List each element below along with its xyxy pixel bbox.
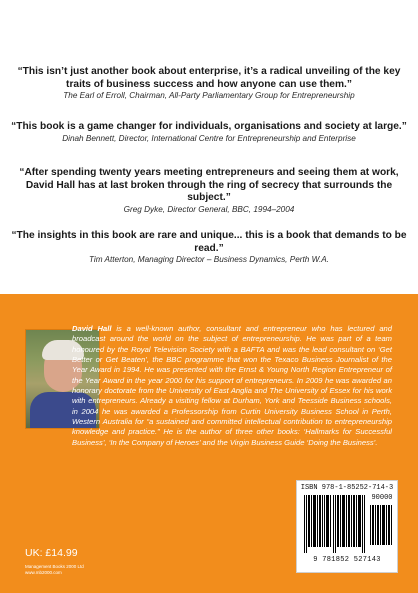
quote-text: “This isn’t just another book about enterprise, it’s a radical unveiling of the key traits of business success and how anyone can use them.” [17,66,401,90]
endorsement-quote [10,121,408,144]
price-label: UK: £14.99 [25,547,78,559]
author-name: David Hall [72,324,112,333]
isbn-barcode [296,480,398,573]
quote-text: “After spending twenty years meeting entrepreneurs and seeing them at work, David Hall has at last broken through the ring of secrecy that surrounds the subject.” [19,167,399,203]
quote-text: “The insights in this book are rare and unique... this is a book that demands to be read.” [11,230,407,254]
quote-attribution: Tim Atterton, Managing Director – Business Dynamics, Perth W.A. [88,255,330,264]
isbn-label: ISBN 978-1-85252-714-3 [300,484,394,492]
publisher-url: www.mb2000.com [25,570,62,575]
endorsement-quote [10,167,408,215]
endorsement-quote [10,66,408,102]
quote-text: “This book is a game changer for individuals, organisations and society at large.” [11,121,407,132]
barcode-bars [304,495,366,553]
barcode-digits: 9 781852 527143 [313,556,381,564]
publisher-info [25,564,84,576]
price-code: 90000 [371,494,393,502]
addon-barcode-bars [370,505,392,545]
quote-attribution: Dinah Bennett, Director, International Centre for Entrepreneurship and Enterprise [62,133,356,143]
quote-attribution: The Earl of Erroll, Chairman, All-Party Parliamentary Group for Entrepreneurship [63,91,355,100]
quote-attribution: Greg Dyke, Director General, BBC, 1994–2004 [123,204,295,214]
endorsements-section [0,0,418,294]
author-panel [0,294,418,593]
author-bio-text: is a well-known author, consultant and entrepreneur who has lectured and broadcast around the world on the subject of entrepreneurship. He was part of a team honoured by the Royal Television Society with a BAFTA and was the lead consultant on ‘Get Better or Get Beaten’, the BBC programme that won the Texaco Business Journalist of the Year Award in 1994. He was presented with the Ernst & Young North Region Entrepreneur of the Year Award in the year 2000 for his support of entrepreneurs. In 2009 he was awarded an honorary doctorate from the University of East Anglia and The University of Essex for his work with entrepreneurs. Already a visiting fellow at Durham, York and Teesside Business schools, in 2004 he was awarded a Professorship from Curtin University Business School in Perth, Western Australia for “a sustained and committed intellectual contribution to entrepreneurship knowledge and practice.” He is the author of three other books: ‘Hallmarks for Successful Business’, ‘In the Company of Heroes’ and the Virgin Business Guide ‘Doing the Business’. [72,324,393,447]
author-bio [26,324,392,452]
publisher-name: Management Books 2000 Ltd [25,564,84,569]
endorsement-quote [10,230,408,266]
